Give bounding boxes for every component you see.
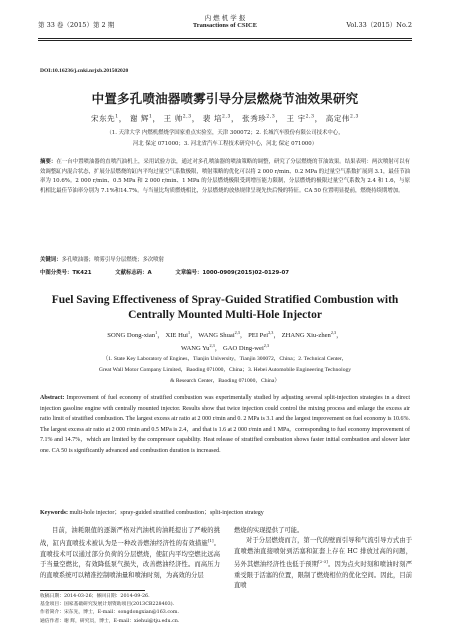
author-en: XIE Hui$^1$ [165,330,191,340]
header-volume-cn: 第 33 卷（2015）第 2 期 [38,21,115,29]
clc-number: 中图分类号：TK421 [40,270,92,276]
authors-en [40,328,410,354]
authors-en-line: WANG Yu$^{2,3}$， GAO Ding-wei$^{2,3}$ [180,343,270,353]
keywords-en [40,507,410,516]
footnote-rule [40,590,145,591]
paper-title-cn: 中置多孔喷油器喷雾引导分层燃烧节油效果研究 [91,91,359,106]
author-en: WANG Yu$^{2,3}$ [180,343,215,353]
keywords-en-label: Keywords: [40,510,68,516]
abstract-en [40,393,410,457]
footnote-author-bio: 作者简介：宋东先，博士，E-mail：songdongxian@163.com. [40,610,179,616]
author-cn: 张秀珍$^{2,3}$ [242,114,276,123]
abstract-en-text: Improvement of fuel economy of stratified combustion was experimentally studied by adjusting several split-injection strategies in a direct injection gasoline engine with centrally mounted injector. Results show that twice injection could control the mixing process and enlarge the excess air ratio limit of stratified combustion. The largest excess air ratio at 2 000 r/min and 0. 2 MPa is 3.1 and the largest improvement on fuel economy is 10.6%. The largest excess air ratio at 2 000 r/min and 0.5 MPa is 2.4，and that is 1.6 at 2 000 r/min and 1 MPa，corresponding to fuel economy improvement of 7.1% and 14.7%，which are limited by the compressor capability. Heat release of stratified combustion shows faster initial combustion and slower later one. CA 50 is significantly advanced and combustion duration is increased. [40,395,410,454]
author-en: ZHANG Xiu-zhen$^{2,3}$ [281,330,337,340]
header-volume-en: Vol.33（2015）No.2 [346,21,412,29]
footnote-received: 收稿日期：2014-03-26；修回日期：2014-09-26. [40,594,150,599]
affiliation-line: & Research Center，Baoding 071000，China） [170,378,280,384]
keywords-cn [40,255,410,263]
abstract-cn [40,158,410,196]
body-column-right [234,526,412,592]
keywords-en-text: multi-hole injector；spray-guided stratified combustion；split-injection strategy [68,510,264,516]
paper-title-en: Fuel Saving Effectiveness of Spray-Guided Stratified Combustion with Centrally Mounted Multi-Hole Injector [51,294,399,321]
header-journal-en: Transactions of CSICE [192,22,258,29]
footnote [40,593,230,626]
author-en: WANG Shuai$^{2,3}$ [198,330,240,340]
affiliation-line: 河北 保定 071000；3. 河北省汽车工程技术研究中心，河北 保定 071000） [132,141,318,147]
affiliations-en [45,354,405,387]
abstract-cn-text: 在一台中置喷油器的直喷汽油机上，采用试验方法，通过对多孔喷油器的喷油策略的调整，研究了分层燃烧的节油效果。结果表明：两次喷射可以有效调整缸内混合状态，扩展分层燃烧的缸内平均过量空气系数极限，喷射策略的优化可以将 2 000 r/min、0.2 MPa 的过量空气系数扩展到 3.1，最佳节油率为 10.6%。2 000 r/min、0.5 MPa 和 2 000 r/min、1 MPa 的分层燃烧极限受到增压能力限制，分层燃烧的极限过量空气系数为 2.4 和 1.6，与原机相比最佳节油率分别为 7.1%和14.7%。与当量比均质燃烧相比，分层燃烧的放热规律呈现先快后慢的特征。CA 50 位置明显提前，燃烧持续期增加。 [40,159,410,194]
doi: DOI:10.16236/j.cnki.nrjxb.201502020 [40,68,129,74]
affiliation-line: （1. 天津大学 内燃机燃烧学国家重点实验室，天津 300072；2. 长城汽车股份有限公司技术中心， [106,130,344,136]
author-en: GAO Ding-wei$^{2,3}$ [222,343,270,353]
author-cn: 王 宇$^{2,3}$ [286,114,315,123]
author-cn: 高定伟$^{2,3}$ [325,114,360,123]
footnote-corresponding: 通信作者：谢 辉，研究员，博士，E-mail：xiehui@tju.edu.cn. [40,618,180,624]
header-rule-thin [38,40,412,41]
keywords-cn-label: 关键词： [40,257,62,263]
body-paragraph: 对于分层燃烧而言，第一代的壁面引导和气流引导方式由于直喷燃油直接喷射到活塞和缸套上存在 HC 排放过高的问题，另外其燃油经济性也低于预期[2-3]。因为点火时刻和喷油时刻严重受限于活塞的位置，限制了燃烧相位的优化空间。因此，目前直喷 [234,537,413,590]
author-en: PEI Pei$^{2,3}$ [248,330,274,340]
author-cn: 宋东先$^1$ [90,114,119,123]
footnote-funding: 基金项目：国家基础研究发展计划资助项目(2013CB228403). [40,602,175,608]
running-header [38,14,412,36]
affiliation-line: （1. State Key Laboratory of Engines，Tianjin University，Tianjin 300072，China；2. Technical Center， [102,356,348,362]
citation: [2-3] [318,559,328,565]
abstract-en-label: Abstract: [40,395,65,401]
authors-cn: 宋东先$^1$， 谢 辉$^1$， 王 帅$^{2,3}$， 裴 培$^{2,3}$， 张秀珍$^{2,3}$， 王 宇$^{2,3}$， 高定伟$^{2,3}$ [90,114,360,123]
classification-cn [40,268,410,276]
author-cn: 裴 培$^{2,3}$ [202,114,232,123]
author-en: SONG Dong-xian$^1$ [107,330,158,340]
abstract-cn-label: 摘要： [40,159,57,165]
affiliation-line: Great Wall Motor Company Limited，Baoding 071000，China；3. Hebei Automobile Engineering Technology [98,367,352,373]
body-paragraph-continued: 燃烧的实现提供了可能。 [234,527,304,534]
article-number: 文章编号：1000-0909(2015)02-0129-07 [175,270,290,276]
body-paragraph: 目前，油耗限值的逐渐严格对汽油机的油耗提出了严峻的挑战，缸内直喷技术被认为是一种改善燃油经济性的有效措施[1]。直喷技术可以通过部分负荷的分层燃烧，使缸内平均空燃比远高于当量空燃比，有效降低泵气损失，改善燃油经济性。而高压力的直喷系统可以精准控制喷油量和喷油时刻，为高效的分层 [40,527,221,579]
document-code: 文献标志码：A [115,270,152,276]
header-journal-cn: 内 燃 机 学 报 [204,14,246,22]
keywords-cn-text: 多孔喷油器；喷雾引导分层燃烧；多次喷射 [61,257,165,263]
affiliations-cn [40,128,410,150]
header-rule [38,38,412,39]
citation: [1] [207,538,214,544]
body-column-left [40,526,220,581]
authors-en-line: SONG Dong-xian$^1$， XIE Hui$^1$， WANG Shuai$^{2,3}$， PEI Pei$^{2,3}$， ZHANG Xiu-zhen$^{2,3}$， [107,330,343,340]
author-cn: 王 帅$^{2,3}$ [163,114,192,123]
author-cn: 谢 辉$^1$ [129,114,153,123]
